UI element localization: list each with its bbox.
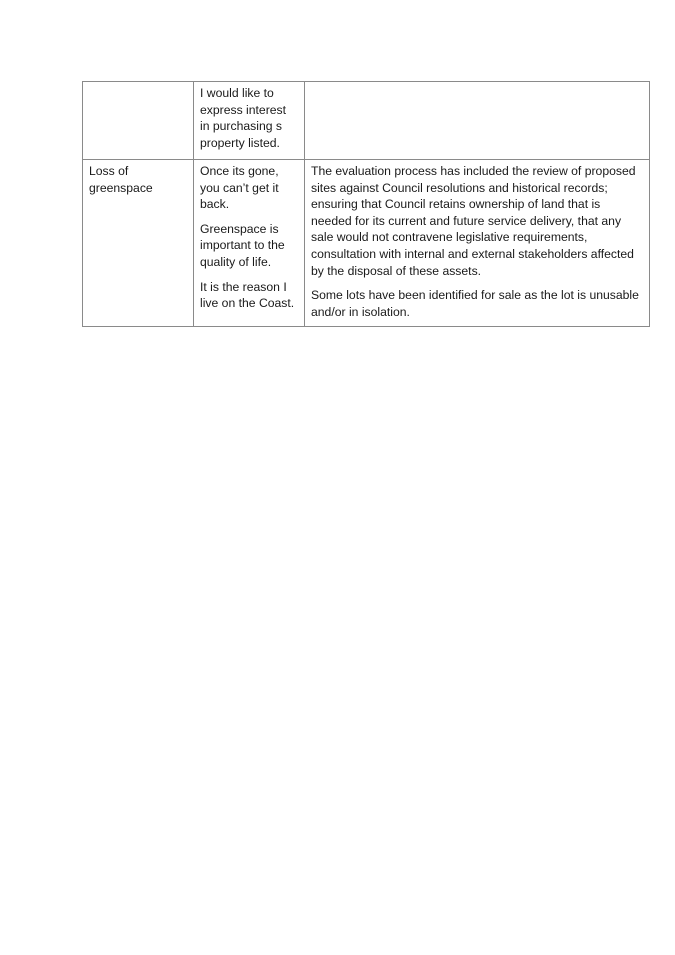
comment-paragraph: Greenspace is important to the quality of life.	[200, 221, 285, 269]
issue-cell	[83, 82, 194, 160]
comment-cell	[194, 160, 305, 327]
table-row	[83, 82, 650, 160]
comment-paragraph: I would like to express interest in purchasing s property listed.	[200, 86, 287, 150]
issue-cell	[83, 160, 194, 327]
comment-paragraph: It is the reason I live on the Coast.	[200, 279, 295, 311]
issue-text: Loss of greenspace	[89, 164, 153, 195]
comment-paragraph: Once its gone, you can’t get it back.	[200, 164, 279, 212]
table-row	[83, 160, 650, 327]
response-paragraph: Some lots have been identified for sale as the lot is unusable and/or in isolation.	[311, 288, 639, 319]
comment-cell	[194, 82, 305, 160]
response-paragraph: The evaluation process has included the review of proposed sites against Council resolutions and historical records; ensuring that Council retains ownership of land that is needed for its current and future service delivery, that any sale would not contravene legislative requirements, consultation with internal and external stakeholders affected by the disposal of these assets.	[311, 164, 636, 278]
submissions-table	[82, 81, 650, 327]
response-cell	[305, 160, 650, 327]
response-cell	[305, 82, 650, 160]
